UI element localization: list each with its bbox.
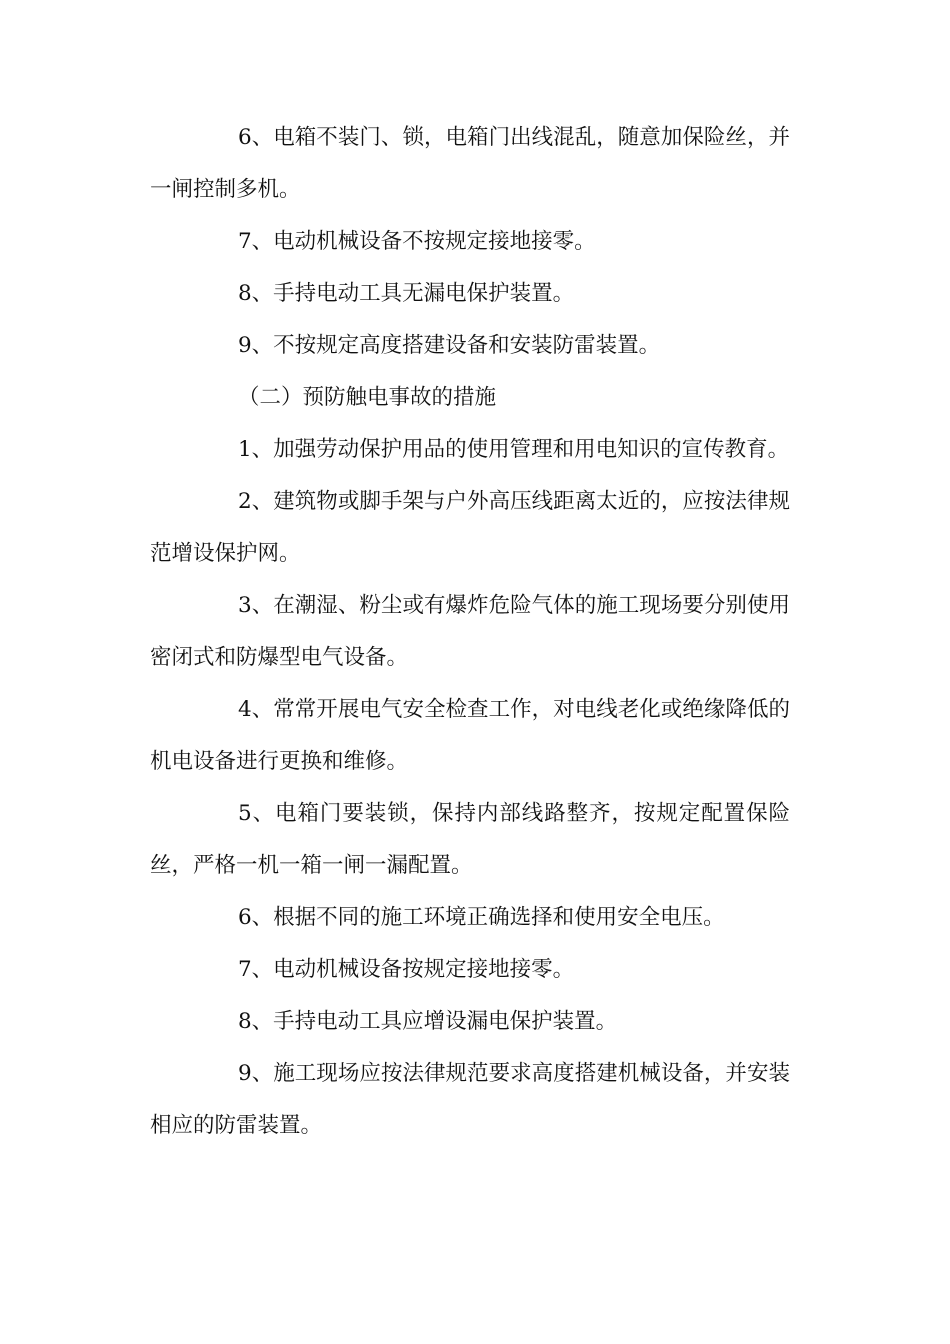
- paragraph-measure-3: 3、在潮湿、粉尘或有爆炸危险气体的施工现场要分别使用密闭式和防爆型电气设备。: [150, 593, 790, 670]
- paragraph-hazard-9: 9、不按规定高度搭建设备和安装防雷装置。: [238, 333, 661, 358]
- document-body: [150, 112, 790, 1152]
- paragraph-hazard-8: 8、手持电动工具无漏电保护装置。: [238, 281, 575, 306]
- paragraph-hazard-7: 7、电动机械设备不按规定接地接零。: [238, 229, 596, 254]
- paragraph-measure-9: 9、施工现场应按法律规范要求高度搭建机械设备，并安装相应的防雷装置。: [150, 1061, 790, 1138]
- paragraph-measure-5: 5、电箱门要装锁，保持内部线路整齐，按规定配置保险丝，严格一机一箱一闸一漏配置。: [150, 801, 790, 878]
- paragraph-measure-2: 2、建筑物或脚手架与户外高压线距离太近的，应按法律规范增设保护网。: [150, 489, 790, 566]
- paragraph-measure-4: 4、常常开展电气安全检查工作，对电线老化或绝缘降低的机电设备进行更换和维修。: [150, 697, 790, 774]
- paragraph-hazard-6: 6、电箱不装门、锁，电箱门出线混乱，随意加保险丝，并一闸控制多机。: [150, 125, 790, 202]
- paragraph-measure-1: 1、加强劳动保护用品的使用管理和用电知识的宣传教育。: [238, 437, 790, 462]
- section-heading-prevention: （二）预防触电事故的措施: [238, 385, 497, 410]
- paragraph-measure-6: 6、根据不同的施工环境正确选择和使用安全电压。: [238, 905, 725, 930]
- paragraph-measure-8: 8、手持电动工具应增设漏电保护装置。: [238, 1009, 618, 1034]
- paragraph-measure-7: 7、电动机械设备按规定接地接零。: [238, 957, 575, 982]
